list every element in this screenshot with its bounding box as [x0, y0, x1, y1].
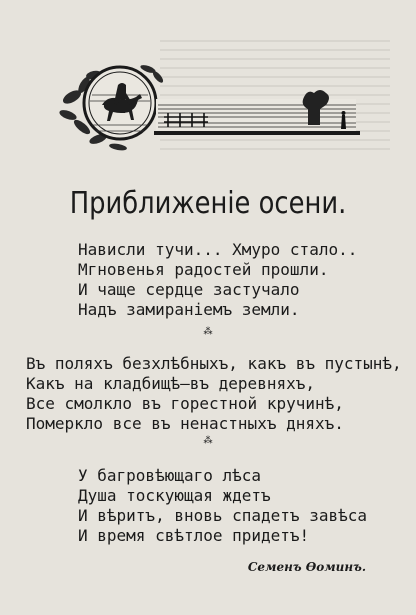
stanza-3-line-4: И время свѣтлое придетъ!	[78, 526, 310, 545]
stanza-separator: ⁂	[203, 436, 213, 446]
stanza-1-line-4: Надъ замираніемъ земли.	[78, 300, 300, 319]
stanza-2-line-2: Какъ на кладбищѣ—въ деревняхъ,	[26, 374, 315, 393]
stanza-3-line-3: И вѣритъ, вновь спадетъ завѣса	[78, 506, 367, 525]
stanza-1	[78, 240, 357, 320]
stanza-1-line-3: И чаще сердце застучало	[78, 280, 300, 299]
stanza-2-line-1: Въ поляхъ безхлѣбныхъ, какъ въ пустынѣ,	[26, 354, 402, 373]
stanza-separator: ⁂	[203, 327, 213, 337]
hunter-with-dog-engraving	[58, 55, 378, 155]
poem-title: Приближеніе осени.	[69, 186, 347, 221]
stanza-3-line-2: Душа тоскующая ждетъ	[78, 486, 271, 505]
stanza-3	[78, 466, 367, 546]
stanza-2-line-3: Все смолкло въ горестной кручинѣ,	[26, 394, 344, 413]
stanza-3-line-1: У багровѣющаго лѣса	[78, 466, 262, 485]
stanza-1-line-2: Мгновенья радостей прошли.	[78, 260, 329, 279]
stanza-2	[26, 354, 402, 434]
author-signature: Семенъ Ѳоминъ.	[247, 560, 366, 574]
stanza-2-line-4: Померкло все въ ненастныхъ дняхъ.	[26, 414, 344, 433]
stanza-1-line-1: Нависли тучи... Хмуро стало..	[78, 240, 358, 259]
